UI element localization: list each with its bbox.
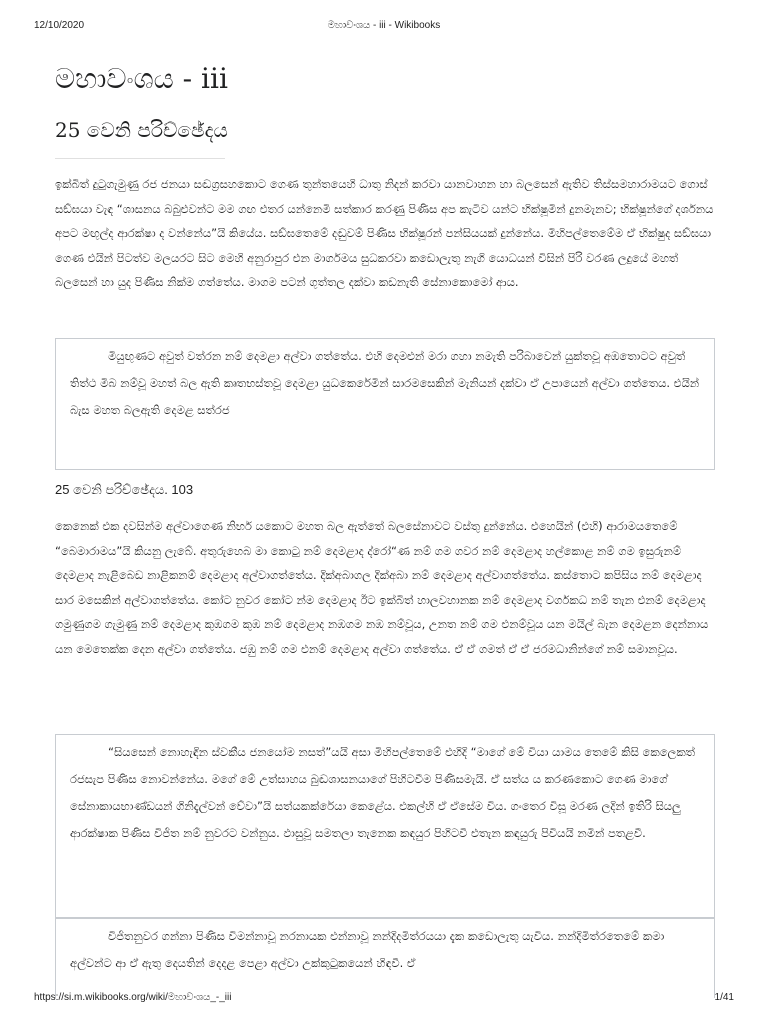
- quote-box-1: [55, 338, 715, 470]
- quote-text-3: විජිතනුවර ගන්නා පිණිස විමන්නාවූ නරනායක එන්නාවූ නන්දිදමිත්රයයා දැක කඩොලැතු යැවිය. නන්දිමිත්රතෙමේ කමා අල්වන්ට ආ ඒ ඇතු දෙයතින් දෙදළ පෙළා අල්වා උක්කුටුකයෙන් හිඳවී. ඒ: [70, 929, 665, 970]
- section-heading: 25 වෙනි පරිච්ඡේදය: [55, 118, 228, 142]
- quote-text-1: මියුඟුණට අවුත් වත්රන නම් දෙමළා අල්වා ගත්තේය. එහි දෙමළුන් මරා ගහා නමැති පරිබාවෙන් යුක්තවූ අඹතොටට අවුත් තිත්ථ මිබ නම්වූ මහත් බල ඇති කෘතභස්තවූ දෙමළා යුධකෙරේමින් සාරමසෙකින් මැනියන් දක්වා ඒ උපායෙන් අල්වා ගත්තෙය. එයින් බැස මහත බලඇති දෙමළ සත්රජ: [70, 349, 700, 417]
- page-title: මහාවංශය - iii: [55, 62, 228, 95]
- print-footer: [34, 992, 734, 1008]
- quote-box-3: [55, 918, 715, 998]
- body-paragraph-2: කෙනෙක් එක දවසින්ම අල්වාගෙණ නිර්භ යකොට මහත බල ඇත්තේ බලසේනාවට වස්තු දුන්නේය. එහෙයින් (එහි) ආරාමයතෙමේ “බෙමාරාමය”යි කියනු ලැබේ. අතුරුහෙබ මා කොටු නම් දෙමළාද ද්රෝ“ණ නම් ගම ගවර නම් දෙමළාද හල්කොළ නම් ගම ඉසුරුනම් දෙමළාද නැළිබෙඩ නාළිකනම් දෙමළාද අල්වාගත්තේය. දික්අබාගල දික්අබා නම් දෙමළාද අල්වාගත්තේය. කස්තොට කපිසිය නම් දෙමළාද සාර මසෙකින් අල්වාගත්තේය. කෝට නුවර කෝට න්ම දෙමළාද ඊට ඉක්බිත් හාලවහානක නම් දෙමළාද වර්ගකධ නම් තැන එනම් දෙමළාද ගමුණුගම ගැමුණු නම් දෙමළාද කුඹගම කුඹ නම් දෙමළාද නඹගම නඹ නම්වූය, උනත නම් ගම එනම්වූය යන මයිල් බැන දෙමළන දෙන්නාය යන මෙතෙක්ක දෙන අල්වා ගත්තේය. ජඹු නම් ගම එනම් දෙමළාද අල්වා ගත්තේය. ඒ ඒ ගමත් ඒ ඒ ජරමධානින්ගේ නම් සමානවූය.: [55, 519, 709, 656]
- quote-text-2: “සියසෙන් නොහැඳින ස්වකීය ජනයෝම නසත්”යයි අසා මිහිපල්තෙමේ එහිදි “මාගේ මේ වියා යාමය තෙමේ කිසි කෙලෙකත් රජසැප පිණිස නොවන්නේය. මගේ මේ උත්සාහය බුඬශාසනයාගේ පිහිටවීම පිණිසමැයි. ඒ සත්ය ය කරණකොට ගෙණ මාගේ සේනාකායභාණ්ඩයන් ගිනිදැල්වන් වේවා”යි සත්යකක්රේයා කෙළේය. එකල්හි ඒ ඒසේම විය. ගංතෙර විසූ මරණ ලදින් ඉතිරි සියලු ආරක්ෂාක පිණිස විජිත නම් නුවරට වන්නුය. ඵාසුවූ සමතලා තැනෙක කඳයුර පිහිටවී එතැන කඳයුරු පිවියයි නමින් පතළවී.: [70, 745, 696, 840]
- quote-box-2: [55, 734, 715, 918]
- section-divider: [55, 158, 225, 159]
- print-page-title: මහාවංශය - iii - Wikibooks: [327, 20, 441, 31]
- page-url-link[interactable]: https://si.m.wikibooks.org/wiki/මහාවංශය_-_iii: [34, 992, 232, 1003]
- page-number: 1/41: [714, 992, 734, 1003]
- body-paragraph-1: ඉක්බිත් දුටුගැමුණු රජ ජනයා සඬග්‍රසහකොට ගෙණ තුන්තයෙහි ධාතු නිදන් කරවා යානවාහන හා බලසෙන් ඇතිව තිස්සමහාරාමයට ගොස් සඞ්ඝයා වැඳ “ශාසනය බබුළුවන්ට මම ගඟ එතර යන්නෙමි සත්කාර කරණු පිණිස අප කැටිව යන්ට භික්ෂූමින් දුනමැනව; භික්ෂූන්ගේ දර්ශනය අපට මඟුල්ද ආරක්ෂා ද වන්නේය”යි කියේය. සඞ්ඝතෙමේ දඬුවම් පිණිස භික්ෂූරන් පන්සියයක් දුන්නේය. මිහිපල්තෙමේම ඒ භික්ෂුද සඞ්ඝයා ගෙණ එයින් පිටත්ව මලයරට සිට මෙහි අනුරාපුර එන මාර්ගමය සුධකරවා කඩොලැතු නැගි යොධයන් විසින් පිරි වරණ ලදුයේ මහත් බලසෙන් හා යුද පිණිස නික්ම ගත්තේය. මාගම පටන් ගුත්තල දක්වා කඩනැති සේනාකොමෝ ආය.: [55, 177, 714, 289]
- print-header: [34, 20, 734, 36]
- chapter-reference: 25 වෙනි පරිච්ඡේදය. 103: [55, 482, 194, 497]
- print-date: 12/10/2020: [34, 20, 85, 31]
